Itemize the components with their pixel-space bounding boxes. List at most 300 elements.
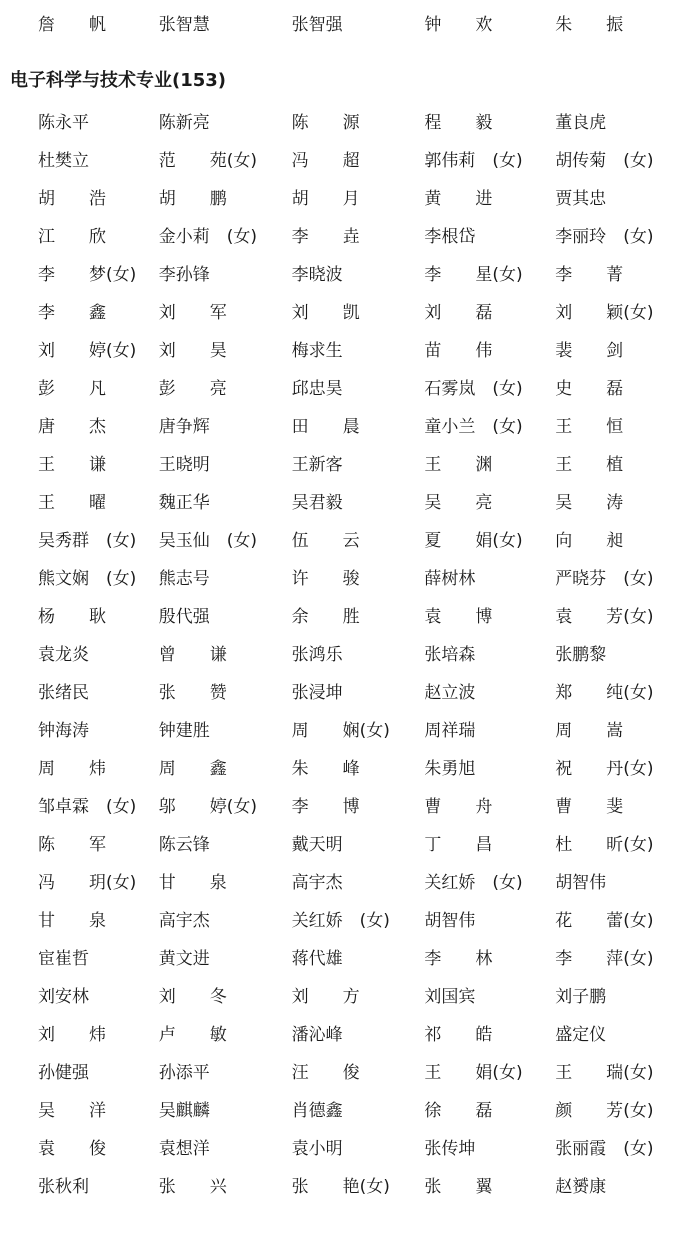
student-name: 冯玥 (38, 873, 106, 893)
gender-marker: (女) (623, 1139, 654, 1159)
student-name: 陈军 (38, 835, 106, 855)
student-name-cell (410, 978, 545, 1016)
student-name: 肖德鑫 (291, 1101, 343, 1121)
student-name-cell (410, 826, 545, 864)
name-rows-container (6, 104, 680, 1206)
student-name-cell (545, 256, 680, 294)
student-name-cell (6, 750, 141, 788)
student-name-cell (410, 370, 545, 408)
student-name: 张鹏黎 (555, 645, 607, 665)
student-name: 徐磊 (424, 1101, 493, 1121)
student-name: 张丽霞 (555, 1139, 607, 1159)
student-name: 胡浩 (38, 189, 106, 209)
student-name: 朱振 (555, 15, 624, 35)
gender-marker: (女) (623, 569, 654, 589)
name-row (6, 940, 680, 978)
student-name: 王娟 (424, 1063, 493, 1083)
student-name-cell (545, 864, 680, 902)
section-gap (6, 44, 680, 58)
name-row-top (6, 6, 680, 44)
student-name-cell (6, 446, 141, 484)
student-name: 刘昊 (158, 341, 227, 361)
student-name-cell (410, 332, 545, 370)
student-name: 张鸿乐 (291, 645, 343, 665)
gender-marker: (女) (623, 1101, 654, 1121)
student-name-cell (545, 1168, 680, 1206)
student-name-cell (545, 940, 680, 978)
student-name-cell (6, 788, 141, 826)
student-name: 黄文进 (158, 949, 210, 969)
student-name: 刘方 (291, 987, 360, 1007)
student-name: 甘泉 (38, 911, 106, 931)
student-name: 蒋代雄 (291, 949, 343, 969)
name-row (6, 446, 680, 484)
student-name: 张艳 (291, 1177, 360, 1197)
student-name-cell (6, 712, 141, 750)
student-name-cell (545, 1016, 680, 1054)
gender-marker: (女) (359, 1177, 390, 1197)
student-name-cell (410, 1168, 545, 1206)
student-name: 周鑫 (158, 759, 227, 779)
student-name-cell (6, 1054, 141, 1092)
student-name-cell (6, 104, 141, 142)
gender-marker: (女) (359, 911, 390, 931)
student-name-cell (6, 598, 141, 636)
student-name: 刘安林 (38, 987, 89, 1007)
student-name: 李鑫 (38, 303, 106, 323)
student-name: 刘子鹏 (555, 987, 607, 1007)
student-name: 王植 (555, 455, 624, 475)
student-name-cell (141, 522, 276, 560)
student-name: 吴麒麟 (158, 1101, 210, 1121)
student-name-cell (276, 218, 411, 256)
student-name: 曹斐 (555, 797, 624, 817)
student-name-cell (410, 560, 545, 598)
student-name-cell (545, 902, 680, 940)
student-name-cell (410, 750, 545, 788)
gender-marker: (女) (623, 227, 654, 247)
student-name-cell (276, 712, 411, 750)
student-name-cell (141, 1054, 276, 1092)
gender-marker: (女) (226, 531, 258, 551)
student-name-cell (410, 522, 545, 560)
gender-marker: (女) (106, 265, 137, 285)
name-row (6, 1130, 680, 1168)
student-name-cell (276, 788, 411, 826)
student-name-cell (6, 218, 141, 256)
gender-marker: (女) (492, 265, 523, 285)
student-name-cell (276, 180, 411, 218)
student-name-cell (545, 788, 680, 826)
student-name: 袁俊 (38, 1139, 106, 1159)
student-name-cell (141, 446, 276, 484)
student-name: 彭凡 (38, 379, 106, 399)
student-name: 胡智伟 (424, 911, 476, 931)
student-name-cell (410, 104, 545, 142)
name-row (6, 1092, 680, 1130)
gender-marker: (女) (623, 151, 654, 171)
student-name: 童小兰 (424, 417, 476, 437)
student-name-cell (410, 902, 545, 940)
student-name-cell (545, 978, 680, 1016)
student-name-cell (545, 598, 680, 636)
student-name-cell (141, 750, 276, 788)
student-name-cell (6, 484, 141, 522)
student-name-cell (276, 1054, 411, 1092)
student-name: 钟海涛 (38, 721, 89, 741)
gender-marker: (女) (226, 227, 258, 247)
student-name-cell (545, 636, 680, 674)
student-name: 关红娇 (424, 873, 476, 893)
student-name: 刘国宾 (424, 987, 476, 1007)
student-name-cell (410, 1016, 545, 1054)
gender-marker: (女) (106, 797, 137, 817)
student-name: 胡鹏 (158, 189, 227, 209)
student-name: 胡月 (291, 189, 360, 209)
student-name: 陈永平 (38, 113, 89, 133)
student-name-cell (141, 902, 276, 940)
student-name-cell (141, 826, 276, 864)
student-name: 熊志号 (158, 569, 210, 589)
gender-marker: (女) (106, 873, 137, 893)
student-name: 王晓明 (158, 455, 210, 475)
student-name-cell (410, 864, 545, 902)
student-name-cell (545, 484, 680, 522)
student-name-cell (410, 484, 545, 522)
student-name: 郭伟莉 (424, 151, 476, 171)
student-name: 祝丹 (555, 759, 624, 779)
student-name: 向昶 (555, 531, 624, 551)
student-name: 王瑞 (555, 1063, 624, 1083)
student-name: 王渊 (424, 455, 493, 475)
name-row (6, 370, 680, 408)
student-name-cell (545, 104, 680, 142)
student-name: 刘颖 (555, 303, 624, 323)
student-name-cell (276, 674, 411, 712)
student-name: 李萍 (555, 949, 624, 969)
gender-marker: (女) (623, 607, 654, 627)
student-name: 吴君毅 (291, 493, 343, 513)
student-name: 周祥瑞 (424, 721, 476, 741)
student-name-cell (545, 332, 680, 370)
student-name-cell (276, 294, 411, 332)
student-name-cell (6, 978, 141, 1016)
student-name: 刘军 (158, 303, 227, 323)
student-name-cell (276, 104, 411, 142)
gender-marker: (女) (106, 341, 137, 361)
student-name: 汪俊 (291, 1063, 360, 1083)
student-name: 孙健强 (38, 1063, 89, 1083)
student-name: 郑纯 (555, 683, 624, 703)
student-name-cell (141, 864, 276, 902)
name-row (6, 104, 680, 142)
student-name-cell (6, 142, 141, 180)
gender-marker: (女) (492, 417, 523, 437)
student-name-cell (410, 256, 545, 294)
student-name-cell (545, 560, 680, 598)
student-name: 曾谦 (158, 645, 227, 665)
student-name-cell (141, 560, 276, 598)
student-name-cell (410, 712, 545, 750)
student-name: 石雾岚 (424, 379, 476, 399)
gender-marker: (女) (359, 721, 390, 741)
student-name-cell (6, 332, 141, 370)
name-row (6, 1168, 680, 1206)
student-name: 贾其忠 (555, 189, 607, 209)
student-name-cell (6, 560, 141, 598)
student-name-cell (545, 522, 680, 560)
student-name-cell (410, 1092, 545, 1130)
student-name: 刘冬 (158, 987, 227, 1007)
student-name: 高宇杰 (291, 873, 343, 893)
student-name-cell (141, 104, 276, 142)
student-name: 梅求生 (291, 341, 343, 361)
student-name-cell (276, 6, 411, 44)
student-name: 李孙锋 (158, 265, 210, 285)
student-name-cell (6, 636, 141, 674)
student-name: 彭亮 (158, 379, 227, 399)
name-row (6, 788, 680, 826)
name-row (6, 142, 680, 180)
student-name-cell (141, 142, 276, 180)
gender-marker: (女) (226, 797, 258, 817)
student-name-cell (276, 978, 411, 1016)
student-name-cell (6, 674, 141, 712)
student-name: 夏娟 (424, 531, 493, 551)
student-name: 宦崔哲 (38, 949, 89, 969)
student-name-cell (545, 1092, 680, 1130)
gender-marker: (女) (623, 835, 654, 855)
student-name-cell (141, 636, 276, 674)
student-name: 唐杰 (38, 417, 106, 437)
student-name: 严晓芬 (555, 569, 607, 589)
student-name: 陈云锋 (158, 835, 210, 855)
student-name-cell (276, 940, 411, 978)
student-name-cell (141, 180, 276, 218)
student-name-cell (276, 902, 411, 940)
student-name-cell (276, 750, 411, 788)
student-name: 唐争辉 (158, 417, 210, 437)
name-row (6, 218, 680, 256)
student-name-cell (276, 370, 411, 408)
student-name: 袁想洋 (158, 1139, 210, 1159)
student-name: 关红娇 (291, 911, 343, 931)
student-name-cell (410, 674, 545, 712)
student-name: 张智强 (291, 15, 343, 35)
student-name-cell (545, 370, 680, 408)
gender-marker: (女) (492, 873, 523, 893)
student-name-cell (141, 712, 276, 750)
student-name: 袁芳 (555, 607, 624, 627)
student-name: 朱峰 (291, 759, 360, 779)
student-name: 殷代强 (158, 607, 210, 627)
student-name: 周娴 (291, 721, 360, 741)
student-name: 江欣 (38, 227, 106, 247)
section-title: 电子科学与技术专业(153) (10, 70, 227, 91)
student-name: 张翼 (424, 1177, 493, 1197)
student-name-cell (410, 294, 545, 332)
student-name: 李博 (291, 797, 360, 817)
student-name-cell (141, 294, 276, 332)
student-name: 刘凯 (291, 303, 360, 323)
gender-marker: (女) (623, 1063, 654, 1083)
student-name: 袁博 (424, 607, 493, 627)
student-name: 刘婷 (38, 341, 106, 361)
student-name: 陈新亮 (158, 113, 210, 133)
student-name-cell (141, 1130, 276, 1168)
student-name: 袁小明 (291, 1139, 343, 1159)
student-name-cell (6, 256, 141, 294)
student-name: 黄进 (424, 189, 493, 209)
student-name: 李菁 (555, 265, 624, 285)
gender-marker: (女) (226, 151, 258, 171)
student-name-cell (141, 332, 276, 370)
student-name: 孙添平 (158, 1063, 210, 1083)
gender-marker: (女) (623, 303, 654, 323)
student-name: 李林 (424, 949, 493, 969)
student-name-cell (545, 446, 680, 484)
student-name-cell (6, 1092, 141, 1130)
student-name-cell (6, 180, 141, 218)
student-name-cell (6, 1168, 141, 1206)
student-name-cell (276, 256, 411, 294)
student-name-cell (276, 522, 411, 560)
student-name-cell (276, 1130, 411, 1168)
student-name: 杜樊立 (38, 151, 89, 171)
student-name-cell (410, 218, 545, 256)
student-name-cell (141, 6, 276, 44)
student-name-cell (141, 484, 276, 522)
student-name: 张秋利 (38, 1177, 89, 1197)
student-name: 颜芳 (555, 1101, 624, 1121)
student-name-cell (276, 864, 411, 902)
student-name: 程毅 (424, 113, 493, 133)
student-name: 李垚 (291, 227, 360, 247)
student-name: 王曜 (38, 493, 106, 513)
student-name: 刘磊 (424, 303, 493, 323)
student-name: 詹帆 (38, 15, 106, 35)
student-name-cell (545, 750, 680, 788)
student-name: 李星 (424, 265, 493, 285)
student-name-cell (545, 408, 680, 446)
student-name-cell (276, 332, 411, 370)
name-row (6, 180, 680, 218)
name-row (6, 978, 680, 1016)
student-name: 张智慧 (158, 15, 210, 35)
student-name: 苗伟 (424, 341, 493, 361)
name-row (6, 1054, 680, 1092)
name-row (6, 712, 680, 750)
student-name-cell (141, 256, 276, 294)
student-name-cell (6, 370, 141, 408)
name-row (6, 598, 680, 636)
student-name: 张赞 (158, 683, 227, 703)
student-name: 袁龙炎 (38, 645, 89, 665)
student-name: 祁皓 (424, 1025, 493, 1045)
student-name-cell (276, 446, 411, 484)
student-name: 张兴 (158, 1177, 227, 1197)
name-row (6, 1016, 680, 1054)
student-name-cell (410, 1130, 545, 1168)
student-name-cell (141, 940, 276, 978)
student-name-cell (6, 294, 141, 332)
name-row (6, 332, 680, 370)
student-name-cell (545, 294, 680, 332)
student-name-cell (410, 6, 545, 44)
student-name: 高宇杰 (158, 911, 210, 931)
gender-marker: (女) (492, 379, 523, 399)
student-name: 陈源 (291, 113, 360, 133)
student-name-cell (545, 6, 680, 44)
student-name-cell (141, 218, 276, 256)
gender-marker: (女) (106, 569, 137, 589)
student-name: 许骏 (291, 569, 360, 589)
gender-marker: (女) (623, 759, 654, 779)
student-name-cell (276, 1092, 411, 1130)
student-name: 钟建胜 (158, 721, 210, 741)
student-name-cell (545, 1130, 680, 1168)
student-name-cell (276, 408, 411, 446)
student-name: 李根岱 (424, 227, 476, 247)
student-name: 甘泉 (158, 873, 227, 893)
student-name: 李丽玲 (555, 227, 607, 247)
student-name: 花蕾 (555, 911, 624, 931)
student-name-cell (276, 142, 411, 180)
gender-marker: (女) (623, 949, 654, 969)
student-name-cell (6, 6, 141, 44)
student-name-cell (141, 408, 276, 446)
student-name-cell (141, 674, 276, 712)
student-name: 张培森 (424, 645, 476, 665)
student-name-cell (6, 902, 141, 940)
student-name: 张传坤 (424, 1139, 476, 1159)
student-name-cell (141, 788, 276, 826)
student-name-cell (6, 940, 141, 978)
student-name-cell (141, 370, 276, 408)
student-name-cell (141, 598, 276, 636)
student-name: 裴剑 (555, 341, 624, 361)
student-name-cell (545, 1054, 680, 1092)
student-name-cell (276, 1016, 411, 1054)
student-name: 王恒 (555, 417, 624, 437)
student-name-cell (141, 1092, 276, 1130)
student-name-cell (410, 1054, 545, 1092)
student-name: 胡传菊 (555, 151, 607, 171)
gender-marker: (女) (492, 531, 523, 551)
student-name: 朱勇旭 (424, 759, 476, 779)
student-name-cell (6, 826, 141, 864)
student-name-cell (141, 1168, 276, 1206)
student-name: 曹舟 (424, 797, 493, 817)
name-row (6, 636, 680, 674)
student-name: 邱忠昊 (291, 379, 343, 399)
student-name: 李晓波 (291, 265, 343, 285)
student-name-cell (276, 636, 411, 674)
student-name-cell (410, 142, 545, 180)
student-name: 戴天明 (291, 835, 343, 855)
student-name: 盛定仪 (555, 1025, 607, 1045)
student-name: 王谦 (38, 455, 106, 475)
name-row (6, 256, 680, 294)
name-row (6, 484, 680, 522)
student-name-cell (545, 142, 680, 180)
student-name-cell (545, 826, 680, 864)
student-name: 胡智伟 (555, 873, 607, 893)
student-name-cell (6, 864, 141, 902)
student-name-cell (6, 522, 141, 560)
student-name-cell (6, 1130, 141, 1168)
student-name: 张浸坤 (291, 683, 343, 703)
